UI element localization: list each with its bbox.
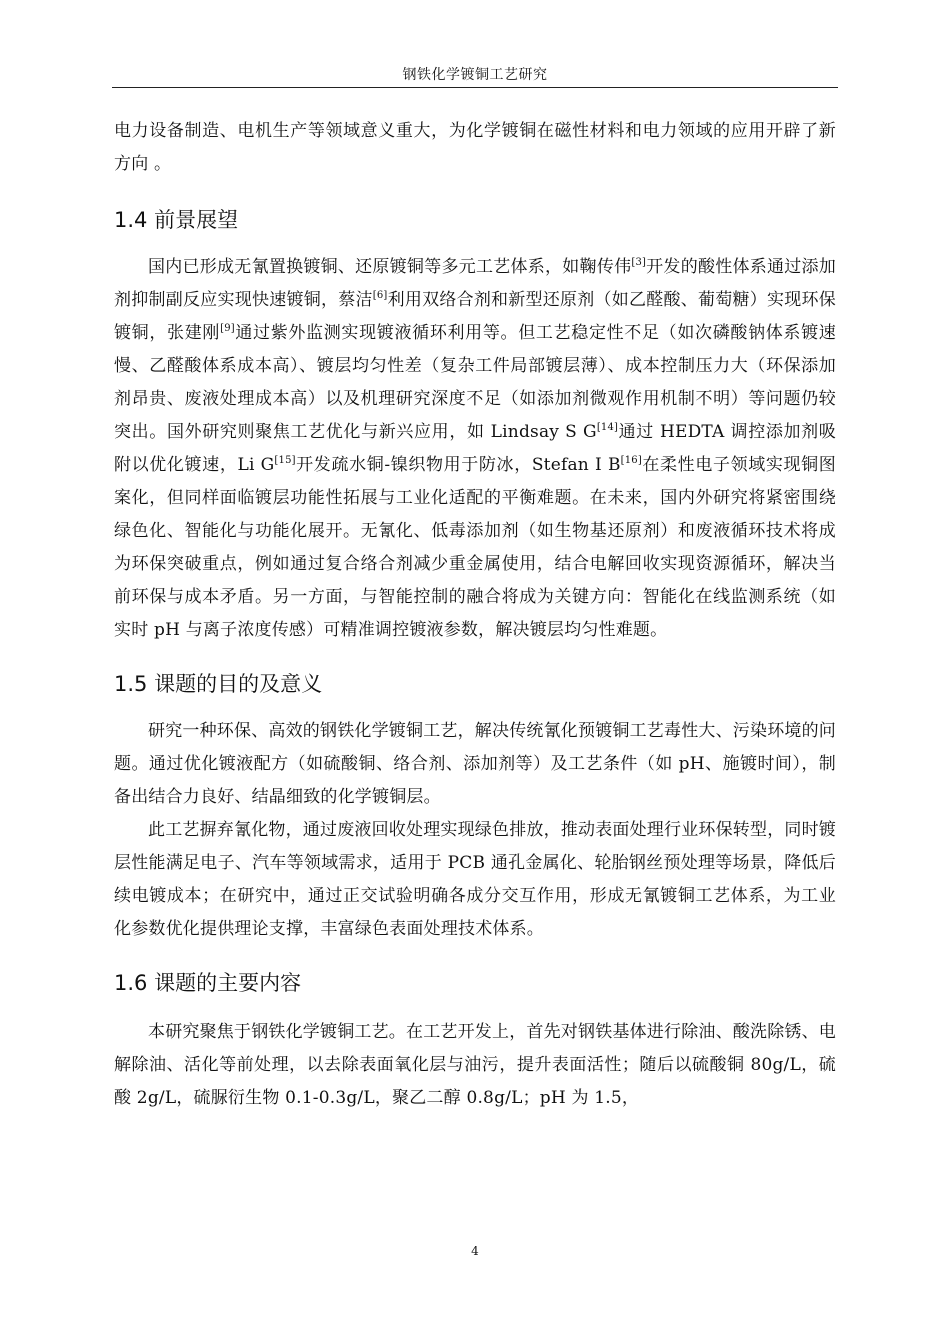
section-heading-1-6: 1.6 课题的主要内容 — [114, 971, 302, 995]
text-run: 开发的酸性体系通过添加剂抑制副反应实现快速镀铜，蔡洁 — [114, 257, 836, 310]
citation-ref: [14] — [596, 422, 619, 433]
citation-ref: [9] — [220, 323, 235, 334]
page-body — [114, 115, 836, 1115]
section-heading-1-5: 1.5 课题的目的及意义 — [114, 672, 323, 696]
text-run: 通过紫外监测实现镀液循环利用等。但工艺稳定性不足（如次磷酸钠体系镀速慢、乙醛酸体系成本高）、镀层均匀性差（复杂工件局部镀层薄）、成本控制压力大（环保添加剂昂贵、废液处理成本高）以及机理研究深度不足（如添加剂微观作用机制不明）等问题仍较突出。国外研究则聚焦工艺优化与新兴应用，如 Lindsay S G — [114, 323, 836, 442]
header-divider — [112, 87, 838, 88]
text-run: 利用双络合剂和新型还原剂（如乙醛酸、葡萄糖）实现环保镀铜，张建刚 — [114, 290, 837, 343]
text-run: 国内已形成无氰置换镀铜、还原镀铜等多元工艺体系，如鞠传伟 — [148, 257, 632, 277]
citation-ref: [3] — [631, 257, 647, 268]
page-number: 4 — [471, 1244, 479, 1258]
citation-ref: [15] — [274, 455, 296, 466]
intro-paragraph: 电力设备制造、电机生产等领域意义重大，为化学镀铜在磁性材料和电力领域的应用开辟了新方向 。 — [114, 121, 836, 174]
section-1-4-paragraph — [114, 251, 836, 647]
section-1-6-paragraph: 本研究聚焦于钢铁化学镀铜工艺。在工艺开发上，首先对钢铁基体进行除油、酸洗除锈、电解除油、活化等前处理，以去除表面氧化层与油污，提升表面活性；随后以硫酸铜 80g/L，硫酸 2g/L，硫脲衍生物 0.1-0.3g/L，聚乙二醇 0.8g/L；pH 为 1.5， — [114, 1022, 836, 1108]
section-1-5-paragraph-1: 研究一种环保、高效的钢铁化学镀铜工艺，解决传统氰化预镀铜工艺毒性大、污染环境的问题。通过优化镀液配方（如硫酸铜、络合剂、添加剂等）及工艺条件（如 pH、施镀时间），制备出结合力良好、结晶细致的化学镀铜层。 — [114, 721, 836, 807]
section-1-5-paragraph-2: 此工艺摒弃氰化物，通过废液回收处理实现绿色排放，推动表面处理行业环保转型，同时镀层性能满足电子、汽车等领域需求，适用于 PCB 通孔金属化、轮胎钢丝预处理等场景，降低后续电镀成本；在研究中，通过正交试验明确各成分交互作用，形成无氰镀铜工艺体系，为工业化参数优化提供理论支撑，丰富绿色表面处理技术体系。 — [114, 820, 836, 939]
section-heading-1-4: 1.4 前景展望 — [114, 208, 239, 232]
citation-ref: [6] — [372, 290, 388, 301]
text-run: 开发疏水铜-镍织物用于防冰，Stefan I B — [295, 455, 621, 475]
page-header-title: 钢铁化学镀铜工艺研究 — [402, 67, 548, 83]
citation-ref: [16] — [620, 455, 642, 466]
text-run: 通过 HEDTA 调控添加剂吸附以优化镀速，Li G — [114, 422, 836, 475]
text-run: 在柔性电子领域实现铜图案化，但同样面临镀层功能性拓展与工业化适配的平衡难题。在未来，国内外研究将紧密围绕绿色化、智能化与功能化展开。无氰化、低毒添加剂（如生物基还原剂）和废液循环技术将成为环保突破重点，例如通过复合络合剂减少重金属使用，结合电解回收实现资源循环，解决当前环保与成本矛盾。另一方面，与智能控制的融合将成为关键方向：智能化在线监测系统（如实时 pH 与离子浓度传感）可精准调控镀液参数，解决镀层均匀性难题。 — [114, 455, 836, 640]
